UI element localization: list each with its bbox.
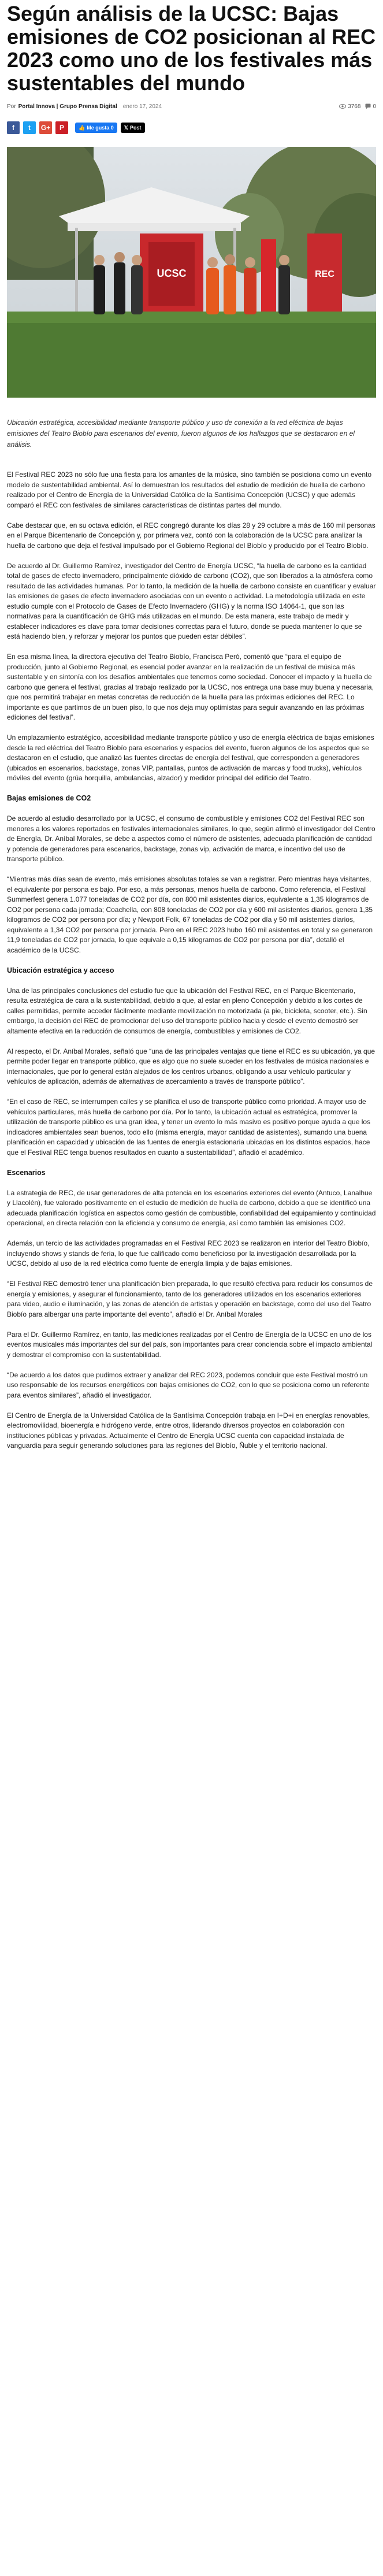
article-body	[7, 470, 376, 1451]
facebook-icon: f	[12, 124, 14, 132]
paragraph: Además, un tercio de las actividades programadas en el Festival REC 2023 se realizaron en interior del Teatro Biobío, incluyendo shows y stands de feria, lo que fue calificado como beneficioso por la investigación desarrollada por la UCSC, debido al uso de la red eléctrica como fuente de energía limpia y de bajas emisiones.	[7, 1239, 370, 1267]
paragraph: De acuerdo al estudio desarrollado por la UCSC, el consumo de combustible y emisiones CO2 del Festival REC son menores a los valores reportados en festivales internacionales similares, lo que, según afirmó el investigador del Centro de Energía, Dr. Aníbal Morales, se debe a aspectos como el número de asistentes, adecuada planificación de cantidad y potencia de generadores para escenarios, backstage, zonas vip, activación de marca, e incentivo del uso de transporte público.	[7, 814, 375, 863]
views-count: 3768	[348, 103, 361, 110]
article-meta	[7, 102, 376, 111]
comments-counter[interactable]	[365, 103, 376, 110]
x-logo-icon: 𝕏	[124, 124, 128, 131]
paragraph: El Festival REC 2023 no sólo fue una fiesta para los amantes de la música, sino también se posiciona como un evento modelo de sustentabilidad ambiental. Así lo demuestran los resultados del estudio de medición de huella de carbono realizado por el Centro de Energía de la Universidad Católica de la Santísima Concepción (UCSC) y que además comparó el REC con festivales de similares características de distintas partes del mundo.	[7, 470, 372, 509]
twitter-share-button[interactable]	[23, 121, 36, 134]
photo-scene	[7, 147, 376, 398]
comments-count: 0	[373, 103, 376, 110]
paragraph: Para el Dr. Guillermo Ramírez, en tanto, las mediciones realizadas por el Centro de Energía de la UCSC en uno de los eventos musicales más importantes del sur del país, son importantes para crear conciencia sobre el impacto ambiental y demostrar el compromiso con la sustentabilidad.	[7, 1330, 373, 1359]
section-heading-stages: Escenarios	[7, 1168, 46, 1177]
google-plus-share-button[interactable]	[39, 121, 52, 134]
thumbs-up-icon: 👍	[79, 124, 85, 131]
paragraph: “El Festival REC demostró tener una planificación bien preparada, lo que resultó efectiva para reducir los consumos de energía y emisiones, y asegurar el funcionamiento, tanto de los generadores utilizados en los escenarios exteriores para video, audio e iluminación, y las zonas de atención de artistas y operación en backstage, como del uso del Teatro Biobío para albergar una parte importante del evento”, añadió el Dr. Aníbal Morales	[7, 1280, 373, 1318]
paragraph: El Centro de Energía de la Universidad Católica de la Santísima Concepción trabaja en I+D+i en energías renovables, electromovilidad, bioenergía e hidrógeno verde, entre otros, liderando diversos proyectos en colaboración con instituciones públicas y privadas. Actualmente el Centro de Energía UCSC cuenta con capacidad instalada de vanguardia para seguir generando soluciones para las regiones del Biobío, Ñuble y el territorio nacional.	[7, 1411, 370, 1450]
paragraph: De acuerdo al Dr. Guillermo Ramírez, investigador del Centro de Energía UCSC, “la huella de carbono es la cantidad total de gases de efecto invernadero, principalmente dióxido de carbono (CO2), que son liberados a la atmósfera como resultado de las actividades humanas. Por lo tanto, la medición de la huella de carbono consiste en cuantificar y evaluar las emisiones de gases de efecto invernadero asociadas con un evento o actividad. La metodología utilizada en este estudio cumple con el Protocolo de Gases de Efecto Invernadero (GHG) y la norma ISO 14064-1, que son las normativas para la cuantificación de GHG más utilizadas en el mundo. De esta manera, este trabajo de medir y establecer indicadores es clave para tomar decisiones correctas para el futuro, donde se pueda mantener lo que se está haciendo bien, y reforzar y mejorar los puntos que pueden estar débiles”.	[7, 561, 376, 640]
share-bar	[7, 121, 376, 134]
facebook-share-button[interactable]	[7, 121, 20, 134]
comment-icon	[365, 103, 371, 109]
paragraph: Una de las principales conclusiones del estudio fue que la ubicación del Festival REC, en el Parque Bicentenario, resulta estratégica de cara a la sustentabilidad, debido a que, al estar en pleno Concepción y debido a los cortes de calles permitidas, permite acceder fácilmente mediante movilización no motorizada (a pie, bicicleta, scooter, etc.). Sin embargo, la decisión del REC de promocionar del uso del transporte público hacia y desde el evento demostró ser altamente efectiva en la reducción de consumos de energía, combustibles y emisiones de CO2.	[7, 986, 367, 1035]
article-title: Según análisis de la UCSC: Bajas emisiones de CO2 posicionan al REC 2023 como uno de los festivales más sustentables del mundo	[7, 2, 376, 95]
by-label: Por	[7, 103, 16, 110]
photo-caption: Ubicación estratégica, accesibilidad mediante transporte público y uso de conexión a la red eléctrica de bajas emisiones del Teatro Biobío para escenarios del evento, fueron algunos de los hallazgos que se destacaron en el análisis.	[7, 418, 355, 449]
facebook-like-button[interactable]	[75, 123, 117, 133]
pinterest-share-button[interactable]	[55, 121, 68, 134]
pinterest-icon: P	[59, 124, 64, 132]
paragraph: En esa misma línea, la directora ejecutiva del Teatro Biobío, Francisca Peró, comentó que “para el equipo de producción, junto al Gobierno Regional, es esencial poder avanzar en la realización de un festival de música más sustentable y en sintonía con los desafíos ambientales que tenemos como sociedad. Conocer el impacto y la huella de carbono que genera el festival, gracias al trabajo realizado por la UCSC, nos entrega una base muy buena y necesaria, que nos permitirá trabajar en metas concretas de reducción de la huella para las próximas ediciones del REC. Lo importante es que partimos de un buen piso, lo que nos deja muy optimistas para seguir avanzando en las próximas ediciones del festival”.	[7, 653, 374, 721]
publish-date: enero 17, 2024	[122, 103, 162, 110]
paragraph: “En el caso de REC, se interrumpen calles y se planifica el uso de transporte público como prioridad. A mayor uso de vehículos particulares, más huella de carbono por día. Por lo tanto, la ubicación actual es estratégica, promover la utilización de transporte público es una gran idea, y tener un evento lo más masivo es positivo porque ayuda a que los indicadores ambientales sean buenos, todo ello (misma energía, mayor cantidad de asistentes), sumando una buena planificación en capacidad y ubicación de las fuentes de energía estacionaria ubicadas en los distintos espacios, hace que el Festival REC tenga buenos resultados en cuanto a sustentabilidad”, añadió el académico.	[7, 1098, 371, 1157]
section-heading-emissions: Bajas emisiones de CO2	[7, 794, 91, 802]
twitter-icon: t	[28, 124, 31, 132]
paragraph: “De acuerdo a los datos que pudimos extraer y analizar del REC 2023, podemos concluir que este Festival mostró un uso responsable de los recursos energéticos con bajas emisiones de CO2, con lo que se posiciona como un referente para eventos similares”, añadió el investigador.	[7, 1370, 370, 1399]
x-post-button[interactable]	[121, 123, 145, 133]
section-heading-location: Ubicación estratégica y acceso	[7, 966, 114, 974]
views-counter	[339, 103, 360, 110]
author-link[interactable]: Portal Innova | Grupo Prensa Digital	[18, 103, 117, 110]
paragraph: Al respecto, el Dr. Aníbal Morales, señaló que “una de las principales ventajas que tiene el REC es su ubicación, ya que permite poder llegar en transporte público, que es algo que no suele suceder en los festivales de música nacionales e internacionales, que por lo general están alejados de los centros urbanos, obligando a usar vehículo particular y vehículos de aplicación, además de alternativas de acercamiento a través de transporte público”.	[7, 1047, 375, 1085]
paragraph: “Mientras más días sean de evento, más emisiones absolutas totales se van a registrar. Pero mientras haya visitantes, el equivalente por persona es bajo. Por eso, a más personas, menos huella de carbono. Como referencia, el Festival Summerfest genera 1.077 toneladas de CO2 por día, con 800 mil asistentes diarios, equivalente a 1,35 kilogramos de CO2 por persona cada jornada; Coachella, con 808 toneladas de CO2 por día y 600 mil asistentes diarios, genera 1,35 kilogramos de CO2 por persona por día; y Newport Folk, 67 toneladas de CO2 por día y 50 mil asistentes diarios, equivalente a 1,34 CO2 por persona por jornada. Pero en el REC 2023 hubo 160 mil asistentes en total y se generaron 11,9 toneladas de CO2 por jornada, lo que equivale a 0,15 kilogramos de CO2 por persona por día”, detalló el académico de la UCSC.	[7, 875, 373, 954]
rec-banner: REC	[315, 269, 334, 279]
post-label: Post	[130, 125, 142, 131]
paragraph: La estrategia de REC, de usar generadores de alta potencia en los escenarios exteriores del evento (Antuco, Lanalhue y Llacolén), fue valorado positivamente en el estudio de medición de huella de carbono, debido a que se identificó una adecuada planificación logística en aspectos como gestión de combustible, confiabilidad del equipamiento y continuidad operacional, en directa relación con la eficiencia y consumo de energía, así como también las emisiones CO2.	[7, 1188, 376, 1227]
paragraph: Cabe destacar que, en su octava edición, el REC congregó durante los días 28 y 29 octubre a más de 160 mil personas en el Parque Bicentenario de Concepción y, por primera vez, contó con la colaboración de la UCSC para analizar la huella de carbono que deja el festival impulsado por el Gobierno Regional del Biobío y producido por el Teatro Biobío.	[7, 521, 375, 550]
google-plus-icon: G+	[40, 124, 51, 132]
ucsc-sign: UCSC	[157, 268, 187, 279]
eye-icon	[339, 104, 346, 109]
like-label: Me gusta 0	[87, 125, 114, 131]
paragraph: Un emplazamiento estratégico, accesibilidad mediante transporte público y uso de energía eléctrica de bajas emisiones desde la red eléctrica del Teatro Biobío para escenarios y espacios del evento, fueron algunos de los aspectos que se destacaron en el estudio, que analizó las fuentes directas de energía del festival, que corresponden a generadores (ubicados en escenarios, backstage, zonas VIP, pantallas, puntos de activación de marcas y food trucks), vehículos móviles del evento (grúa horquilla, ambulancias, alzador) y medidor principal del edificio del Teatro.	[7, 733, 374, 782]
article-photo	[7, 147, 376, 398]
